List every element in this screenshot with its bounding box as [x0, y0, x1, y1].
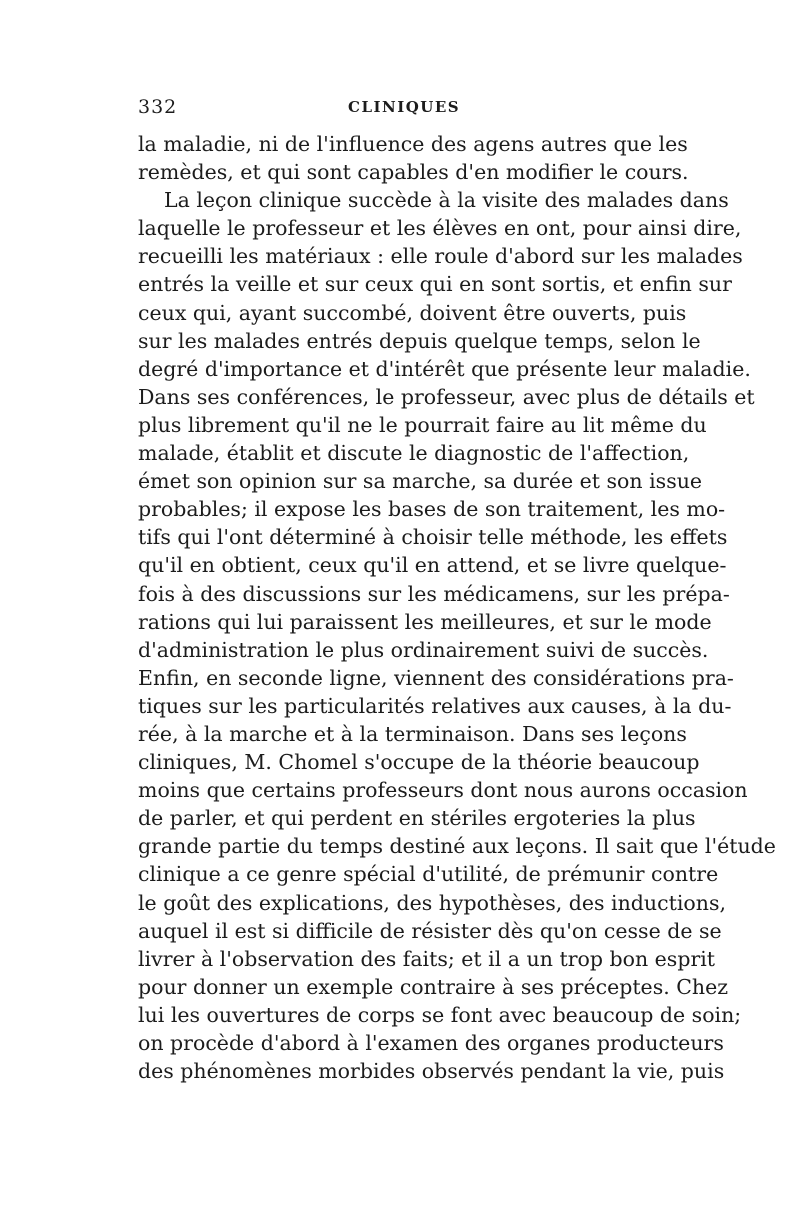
text-line: fois à des discussions sur les médicamens, sur les prépa- — [138, 581, 730, 606]
text-line: cliniques, M. Chomel s'occupe de la théorie beaucoup — [138, 750, 700, 775]
text-line: le goût des explications, des hypothèses, des inductions, — [138, 890, 726, 915]
text-line: émet son opinion sur sa marche, sa durée et son issue — [138, 469, 703, 494]
paragraph-first-line: La leçon clinique succède à la visite des malades dans — [164, 188, 729, 213]
text-line: la maladie, ni de l'influence des agens autres que les — [138, 132, 688, 156]
text-line: auquel il est si difficile de résister dès qu'on cesse de se — [138, 918, 722, 943]
text-line: rée, à la marche et à la terminaison. Dans ses leçons — [138, 721, 687, 746]
text-line: moins que certains professeurs dont nous aurons occasion — [138, 778, 748, 803]
page-number: 332 — [138, 96, 178, 118]
text-line: plus librement qu'il ne le pourrait faire au lit même du — [138, 412, 707, 437]
text-line: Dans ses conférences, le professeur, avec plus de détails et — [138, 384, 755, 409]
text-line: malade, établit et discute le diagnostic de l'affection, — [138, 441, 690, 466]
text-line: de parler, et qui perdent en stériles ergoteries la plus — [138, 806, 696, 831]
text-line: grande partie du temps destiné aux leçons. Il sait que l'étude — [138, 834, 776, 859]
text-line: tiques sur les particularités relatives aux causes, à la du- — [138, 693, 732, 718]
text-line: lui les ouvertures de corps se font avec beaucoup de soin; — [138, 1002, 742, 1027]
text-line: probables; il expose les bases de son traitement, les mo- — [138, 497, 726, 522]
text-line: degré d'importance et d'intérêt que présente leur maladie. — [138, 356, 751, 381]
text-line: rations qui lui paraissent les meilleures, et sur le mode — [138, 609, 712, 634]
running-header — [138, 96, 660, 120]
text-line: entrés la veille et sur ceux qui en sont sortis, et enfin sur — [138, 272, 732, 297]
text-line: qu'il en obtient, ceux qu'il en attend, et se livre quelque- — [138, 553, 727, 578]
body-text — [138, 130, 776, 1085]
running-title: CLINIQUES — [348, 98, 461, 116]
text-line: on procède d'abord à l'examen des organes producteurs — [138, 1031, 724, 1055]
text-line: pour donner un exemple contraire à ses préceptes. Chez — [138, 974, 729, 999]
text-line: livrer à l'observation des faits; et il a un trop bon esprit — [138, 946, 716, 971]
text-line: ceux qui, ayant succombé, doivent être ouverts, puis — [138, 300, 687, 325]
text-line: remèdes, et qui sont capables d'en modifier le cours. — [138, 160, 689, 185]
text-line: clinique a ce genre spécial d'utilité, de prémunir contre — [138, 862, 719, 887]
text-line: Enfin, en seconde ligne, viennent des considérations pra- — [138, 665, 734, 690]
text-line: tifs qui l'ont déterminé à choisir telle méthode, les effets — [138, 525, 728, 550]
text-line: des phénomènes morbides observés pendant la vie, puis — [138, 1059, 725, 1084]
text-line: recueilli les matériaux : elle roule d'abord sur les malades — [138, 244, 743, 269]
text-line: sur les malades entrés depuis quelque temps, selon le — [138, 328, 701, 353]
text-line: d'administration le plus ordinairement suivi de succès. — [138, 637, 709, 662]
text-line: laquelle le professeur et les élèves en ont, pour ainsi dire, — [138, 216, 742, 241]
